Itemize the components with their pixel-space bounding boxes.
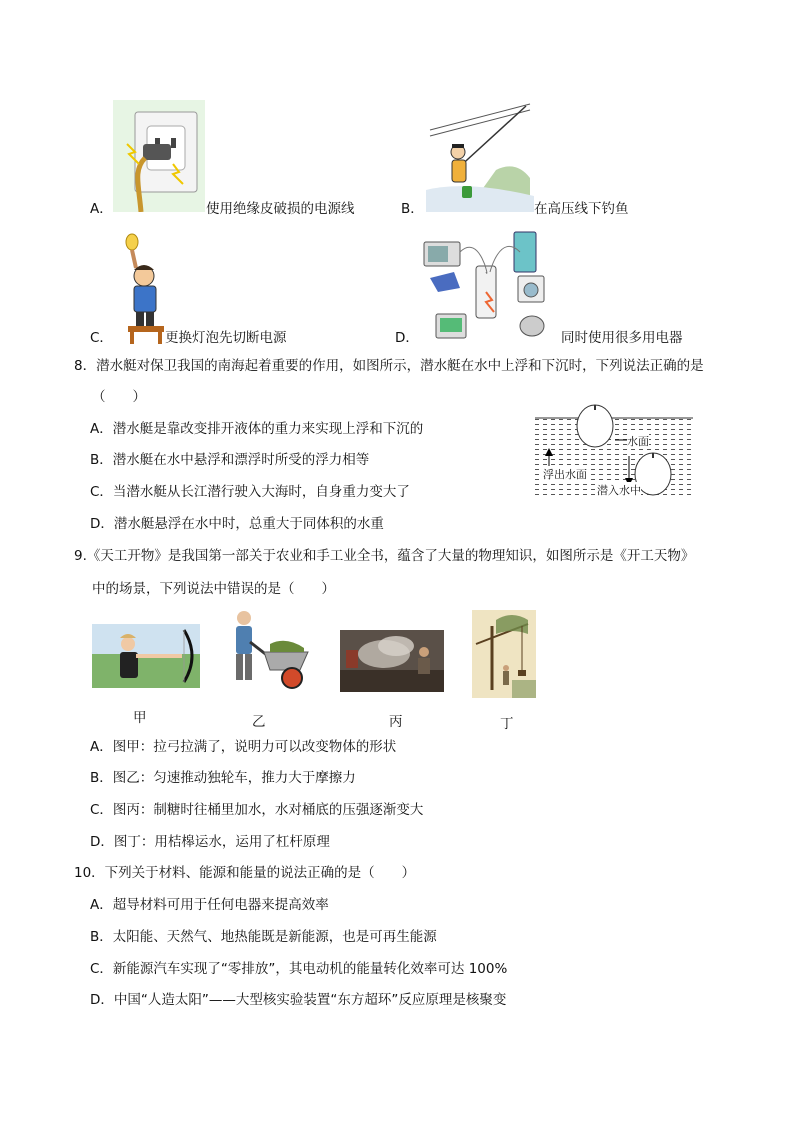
figure-yi-wheelbarrow bbox=[216, 606, 312, 690]
figure-bing-sugar-making bbox=[340, 630, 444, 692]
question-stem: 10．下列关于材料、能源和能量的说法正确的是（ ） bbox=[74, 865, 416, 881]
option-text: 同时使用很多用电器 bbox=[561, 330, 683, 346]
overloaded-outlet-image bbox=[420, 222, 560, 346]
figure-jia-archery bbox=[92, 624, 200, 688]
question-stem: 9.《天工开物》是我国第一部关于农业和手工业全书，蕴含了大量的物理知识，如图所示是《开工天物》 bbox=[74, 548, 695, 564]
damaged-wire-socket-image bbox=[113, 100, 205, 212]
option-letter: C． bbox=[90, 330, 113, 346]
caption-yi: 乙 bbox=[252, 714, 266, 730]
option-b: B．潜水艇在水中悬浮和漂浮时所受的浮力相等 bbox=[90, 452, 370, 468]
label-dive: 潜入水中 bbox=[597, 484, 641, 497]
label-surface: 水面 bbox=[627, 435, 649, 448]
option-d: D．中国“人造太阳”——大型核实验装置“东方超环”反应原理是核聚变 bbox=[90, 992, 507, 1008]
option-b: B．太阳能、天然气、地热能既是新能源，也是可再生能源 bbox=[90, 929, 437, 945]
option-c: C．新能源汽车实现了“零排放”，其电动机的能量转化效率可达 100% bbox=[90, 961, 508, 977]
option-a: A．超导材料可用于任何电器来提高效率 bbox=[90, 897, 329, 913]
changing-bulb-image bbox=[112, 228, 168, 344]
option-text: 更换灯泡先切断电源 bbox=[165, 330, 287, 346]
question-stem: 8．潜水艇对保卫我国的南海起着重要的作用，如图所示，潜水艇在水中上浮和下沉时，下列说法正确的是 bbox=[74, 358, 704, 374]
option-c: C．当潜水艇从长江潜行驶入大海时，自身重力变大了 bbox=[90, 484, 410, 500]
fishing-under-power-line-image bbox=[426, 100, 534, 212]
submarine-diagram bbox=[535, 402, 693, 498]
option-letter: D． bbox=[395, 330, 419, 346]
answer-blank: （ ） bbox=[92, 389, 146, 405]
caption-ding: 丁 bbox=[500, 716, 514, 732]
option-a: A．图甲：拉弓拉满了，说明力可以改变物体的形状 bbox=[90, 739, 397, 755]
option-letter: B． bbox=[401, 201, 424, 217]
option-d: D．图丁：用桔槔运水，运用了杠杆原理 bbox=[90, 834, 330, 850]
option-d: D．潜水艇悬浮在水中时，总重大于同体积的水重 bbox=[90, 516, 384, 532]
caption-bing: 丙 bbox=[389, 714, 403, 730]
option-text: 在高压线下钓鱼 bbox=[534, 201, 629, 217]
option-b: B．图乙：匀速推动独轮车，推力大于摩擦力 bbox=[90, 770, 356, 786]
caption-jia: 甲 bbox=[133, 710, 147, 726]
option-letter: A． bbox=[90, 201, 113, 217]
option-text: 使用绝缘皮破损的电源线 bbox=[206, 201, 355, 217]
option-a: A．潜水艇是靠改变排开液体的重力来实现上浮和下沉的 bbox=[90, 421, 424, 437]
question-stem-line2: 中的场景，下列说法中错误的是（ ） bbox=[92, 581, 335, 597]
label-float-up: 浮出水面 bbox=[543, 468, 587, 481]
figure-ding-shadoof bbox=[472, 610, 536, 698]
option-c: C．图丙：制糖时往桶里加水，水对桶底的压强逐渐变大 bbox=[90, 802, 424, 818]
